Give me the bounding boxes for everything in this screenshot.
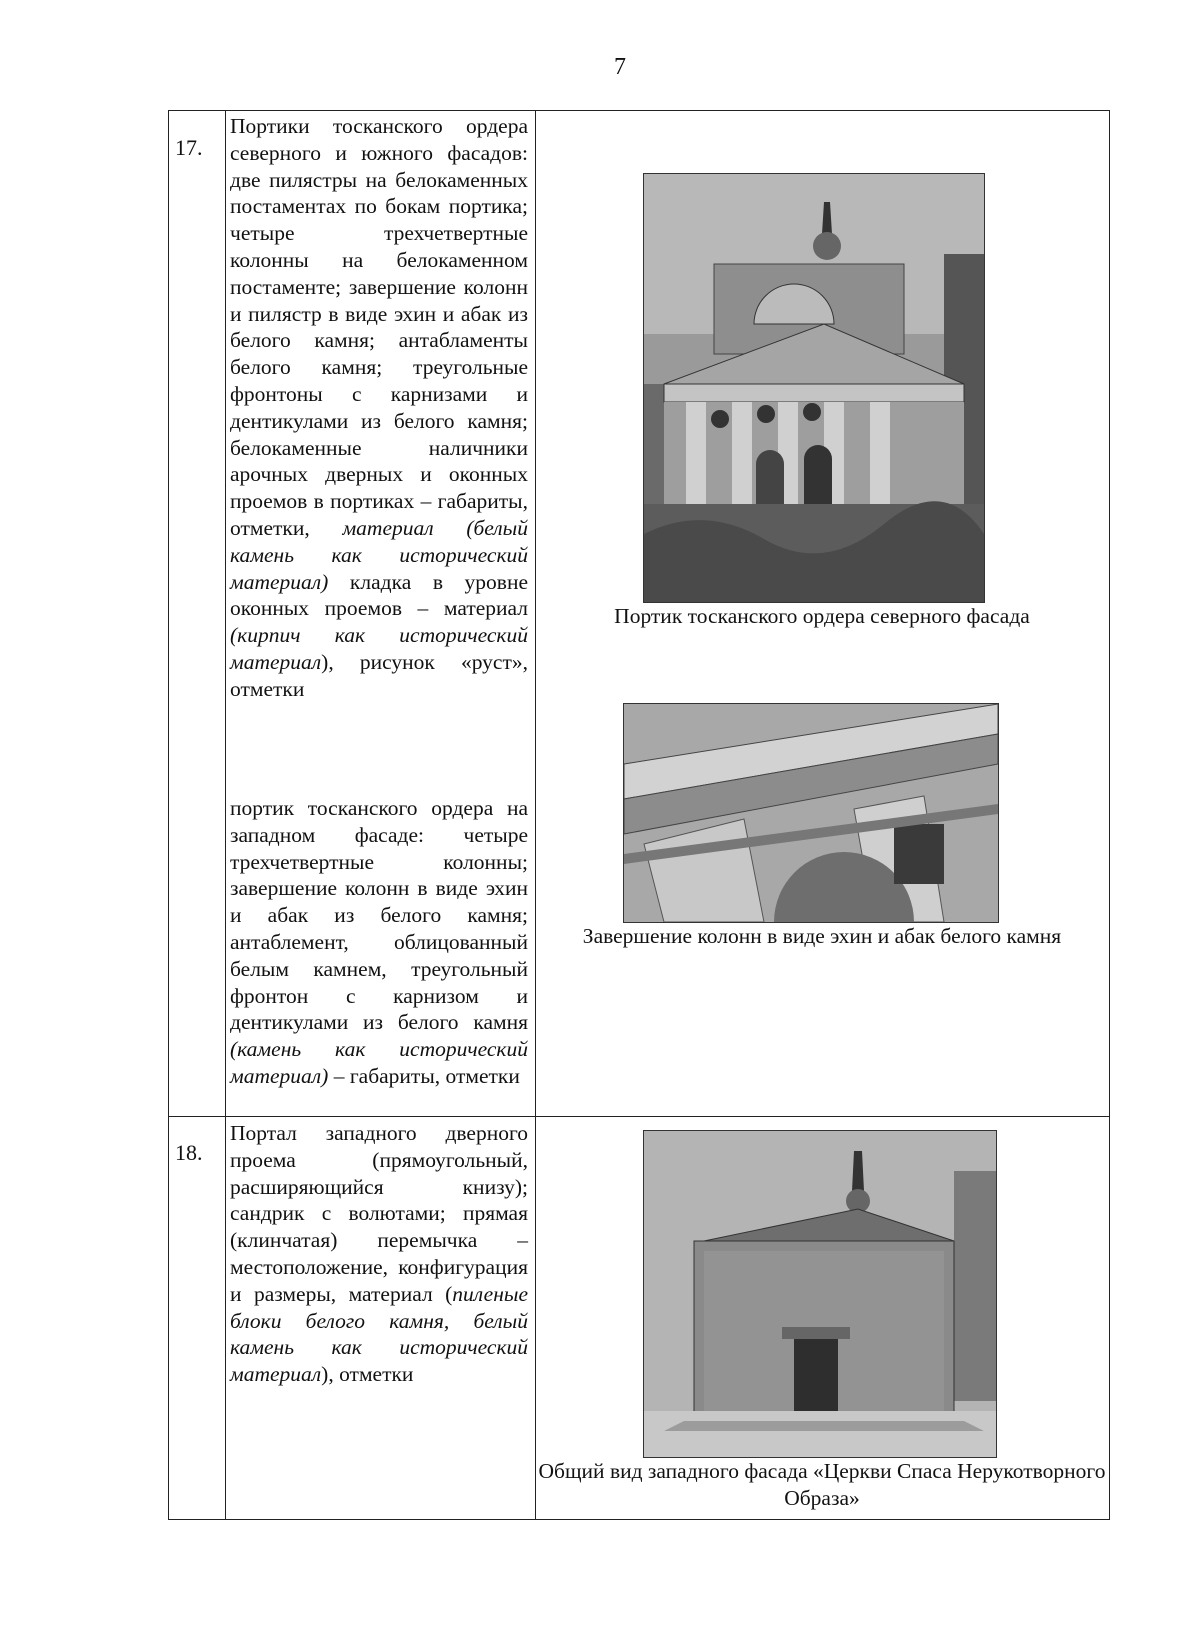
text-run: портик тосканского ордера на западном фасаде: четыре трехчетвертные колонны; завершение колонн в виде эхин и абак из белого камня; антаблемент, облицованный белым камнем, треугольный фронтон с карнизом и дентикулами из белого камня [230, 796, 528, 1035]
illustration-cell [535, 1116, 1109, 1519]
description-text [230, 795, 528, 1090]
photo-caption: Завершение колонн в виде эхин и абак белого камня [582, 924, 1062, 948]
row-number: 17. [175, 135, 203, 160]
number-cell [169, 111, 226, 1116]
photo-capitals-detail [623, 703, 999, 923]
italic-text-run: материал (белый камень как исторический материал) [230, 515, 528, 594]
italic-text-run: (камень как исторический материал) [230, 1037, 528, 1088]
photo-north-portico [643, 173, 985, 603]
illustration-cell [535, 111, 1109, 1116]
photo-caption: Общий вид западного фасада «Церкви Спаса Нерукотворного Образа» [538, 1459, 1106, 1510]
description-cell [225, 1116, 536, 1519]
page-number: 7 [614, 54, 626, 80]
table-row [169, 1116, 1109, 1519]
photo-caption: Портик тосканского ордера северного фасада [614, 604, 1030, 628]
row-number: 18. [175, 1140, 203, 1165]
description-text [230, 1120, 528, 1388]
text-run: ), рисунок «руст», отметки [230, 649, 528, 701]
italic-text-run: (кирпич как исторический материал [230, 623, 528, 674]
text-run: Портики тосканского ордера северного и южного фасадов: две пилястры на белокаменных постаментах по бокам портика; четыре трехчетвертные колонны на белокаменном постаменте; завершение колонн и пилястр в виде эхин и абак из белого камня; антабламенты белого камня; треугольные фронтоны с карнизами и дентикулами из белого камня; белокаменные наличники арочных дверных и оконных проемов в портиках – габариты, отметки, [230, 114, 528, 540]
number-cell [169, 1116, 226, 1519]
text-run: ), отметки [321, 1362, 414, 1387]
text-run: Портал западного дверного проема (прямоугольный, расширяющийся книзу); сандрик с волютами; прямая (клинчатая) перемычка – местоположение, конфигурация и размеры, материал ( [230, 1121, 528, 1306]
text-run: кладка в уровне оконных проемов – материал [230, 569, 528, 621]
table-row [169, 111, 1109, 1117]
description-cell [225, 111, 536, 1116]
text-run: – габариты, отметки [328, 1063, 520, 1088]
monument-elements-table [168, 110, 1110, 1520]
photo-west-facade [643, 1130, 997, 1458]
description-text [230, 113, 528, 703]
italic-text-run: пиленые блоки белого камня, белый камень как исторический материал [230, 1281, 528, 1387]
